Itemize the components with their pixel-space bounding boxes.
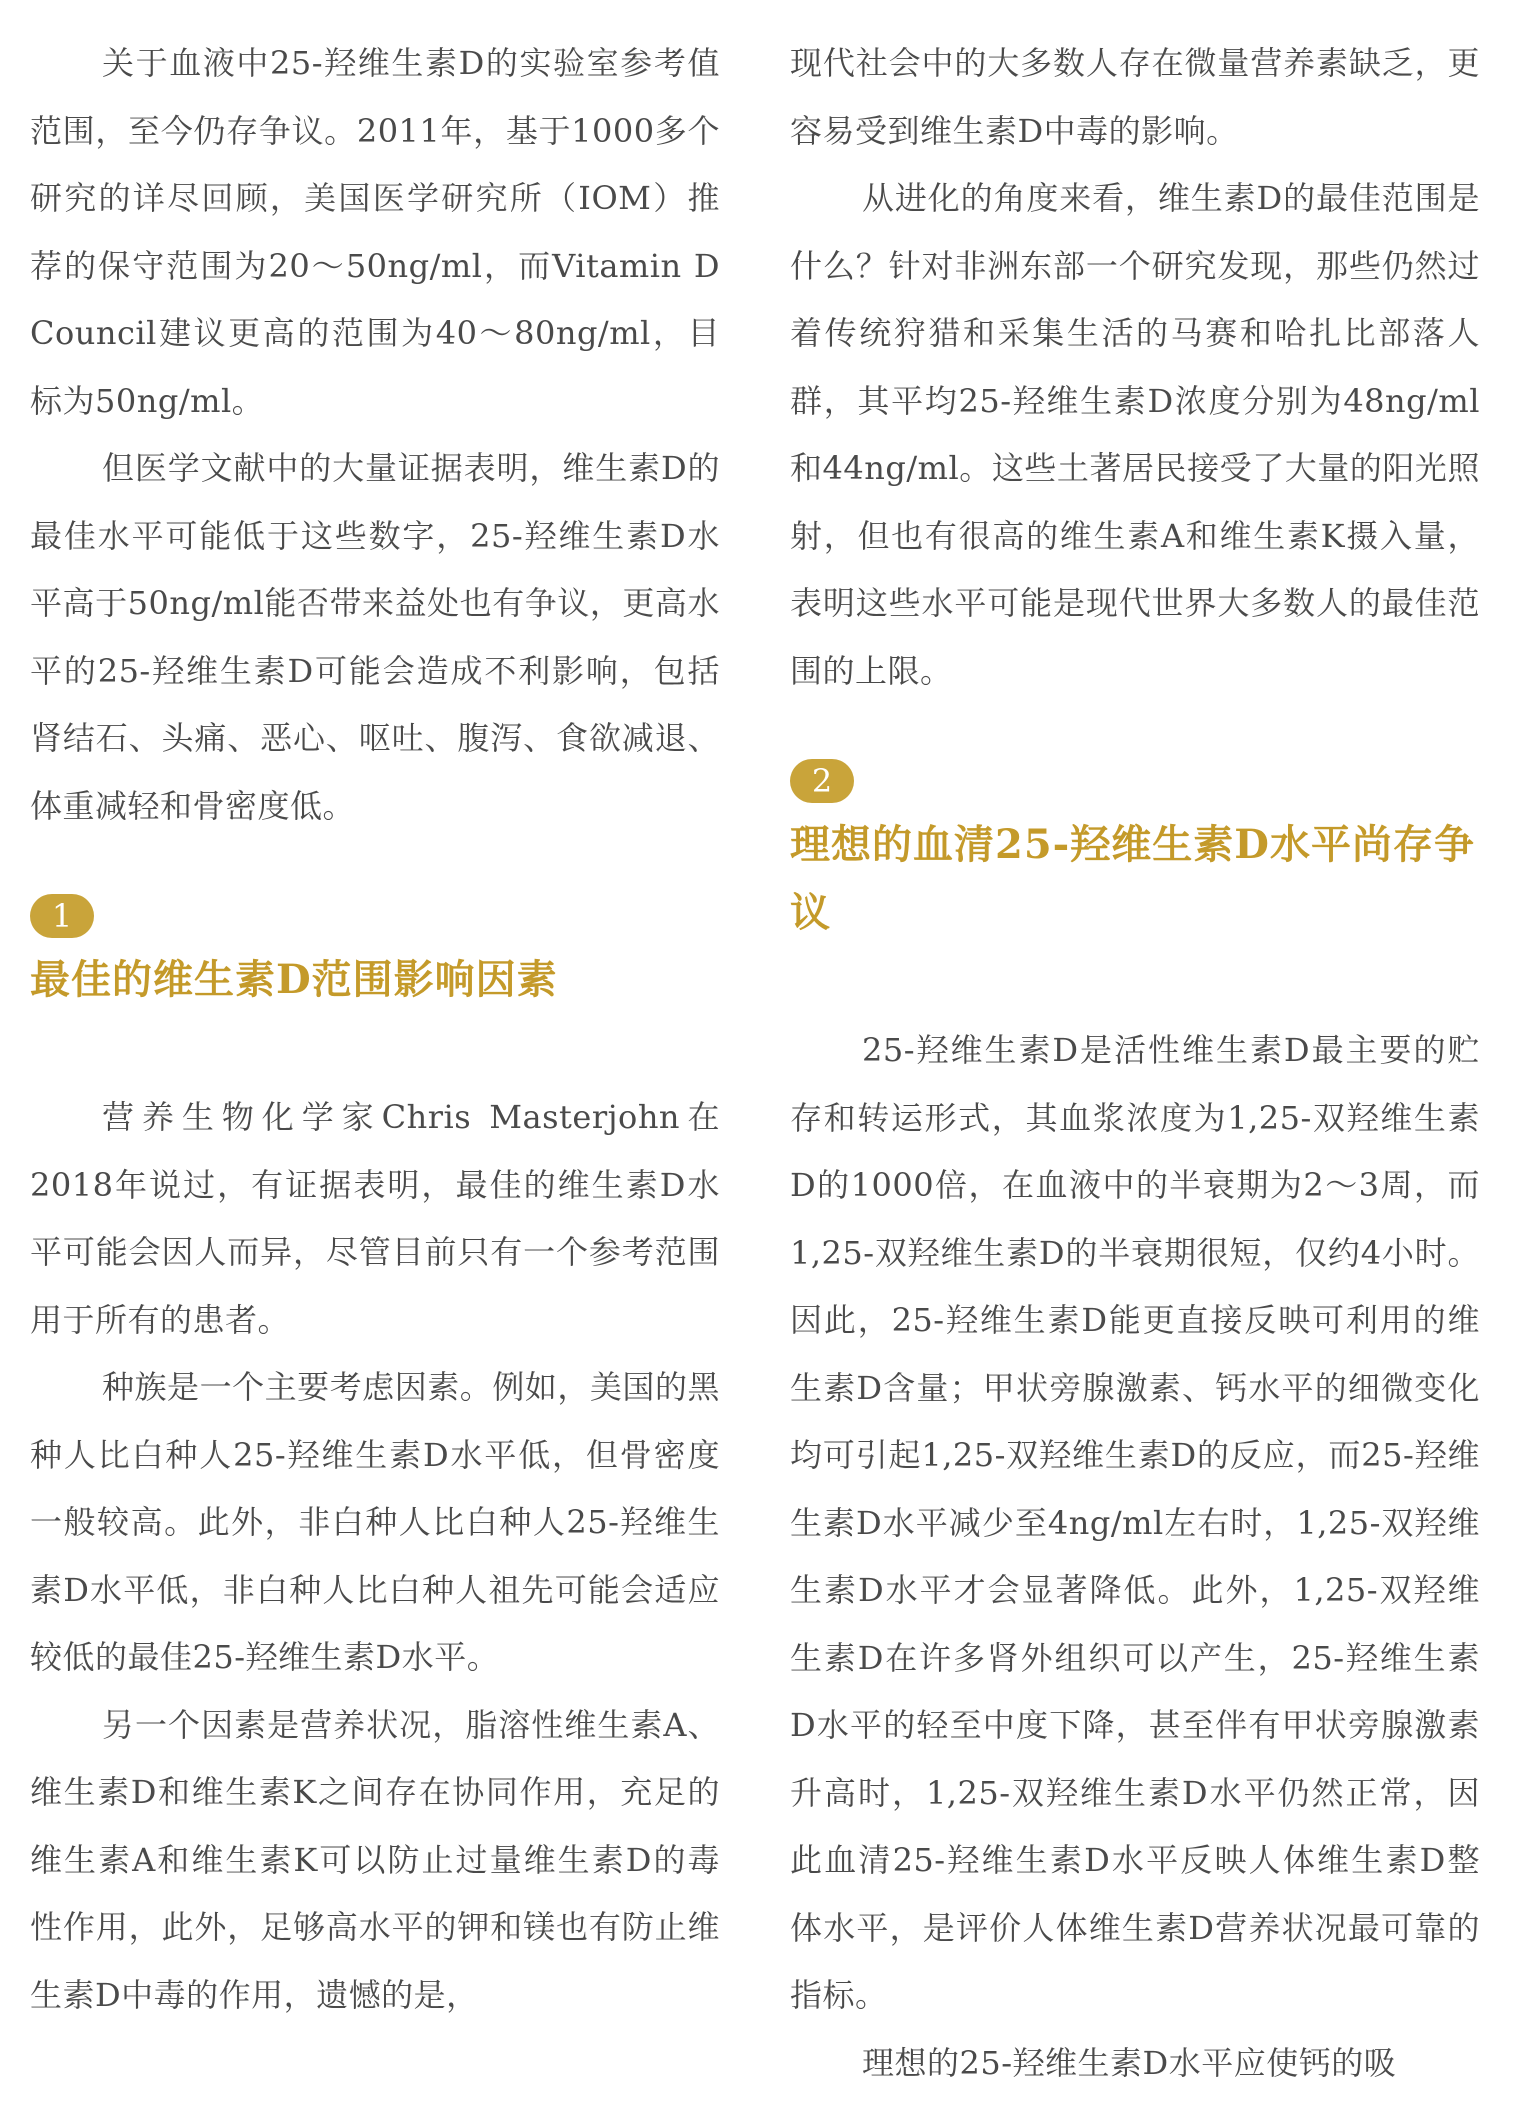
intro-paragraph-1: 关于血液中25-羟维生素D的实验室参考值范围，至今仍存争议。2011年，基于1000多个研究的详尽回顾，美国医学研究所（IOM）推荐的保守范围为20～50ng/ml，而Vitamin D Council建议更高的范围为40～80ng/ml，目标为50ng/ml。 (30, 44, 720, 420)
intro-paragraph-2: 但医学文献中的大量证据表明，维生素D的最佳水平可能低于这些数字，25-羟维生素D水平高于50ng/ml能否带来益处也有争议，更高水平的25-羟维生素D可能会造成不利影响，包括肾结石、头痛、恶心、呕吐、腹泻、食欲减退、体重减轻和骨密度低。 (30, 449, 720, 825)
section-1-paragraph-2: 种族是一个主要考虑因素。例如，美国的黑种人比白种人25-羟维生素D水平低，但骨密度一般较高。此外，非白种人比白种人25-羟维生素D水平低，非白种人比白种人祖先可能会适应较低的最佳25-羟维生素D水平。 (30, 1368, 720, 1676)
section-title: 最佳的维生素D范围影响因素 (30, 956, 558, 1003)
section-1 (30, 894, 720, 2029)
right-column (790, 30, 1480, 2097)
section-title: 理想的血清25-羟维生素D水平尚存争议 (790, 821, 1475, 936)
evolution-paragraph: 从进化的角度来看，维生素D的最佳范围是什么？针对非洲东部一个研究发现，那些仍然过着传统狩猎和采集生活的马赛和哈扎比部落人群，其平均25-羟维生素D浓度分别为48ng/ml和44ng/ml。这些土著居民接受了大量的阳光照射，但也有很高的维生素A和维生素K摄入量，表明这些水平可能是现代世界大多数人的最佳范围的上限。 (790, 179, 1480, 690)
section-number-badge: 2 (790, 759, 854, 803)
section-number-badge: 1 (30, 894, 94, 938)
section-1-paragraph-3: 另一个因素是营养状况，脂溶性维生素A、维生素D和维生素K之间存在协同作用，充足的维生素A和维生素K可以防止过量维生素D的毒性作用，此外，足够高水平的钾和镁也有防止维生素D中毒的作用，遗憾的是， (30, 1705, 720, 2014)
section-1-paragraph-1: 营养生物化学家Chris Masterjohn在2018年说过，有证据表明，最佳的维生素D水平可能会因人而异，尽管目前只有一个参考范围用于所有的患者。 (30, 1098, 720, 1339)
section-2-paragraph-2: 理想的25-羟维生素D水平应使钙的吸 (862, 2043, 1397, 2082)
left-column (30, 30, 720, 2029)
section-2 (790, 759, 1480, 2097)
continued-paragraph: 现代社会中的大多数人存在微量营养素缺乏，更容易受到维生素D中毒的影响。 (790, 44, 1480, 150)
section-2-paragraph-1: 25-羟维生素D是活性维生素D最主要的贮存和转运形式，其血浆浓度为1,25-双羟维生素D的1000倍，在血液中的半衰期为2～3周，而1,25-双羟维生素D的半衰期很短，仅约4小时。因此，25-羟维生素D能更直接反映可利用的维生素D含量；甲状旁腺激素、钙水平的细微变化均可引起1,25-双羟维生素D的反应，而25-羟维生素D水平减少至4ng/ml左右时，1,25-双羟维生素D水平才会显著降低。此外，1,25-双羟维生素D在许多肾外组织可以产生，25-羟维生素D水平的轻至中度下降，甚至伴有甲状旁腺激素升高时，1,25-双羟维生素D水平仍然正常，因此血清25-羟维生素D水平反映人体维生素D整体水平，是评价人体维生素D营养状况最可靠的指标。 (790, 1031, 1480, 2014)
